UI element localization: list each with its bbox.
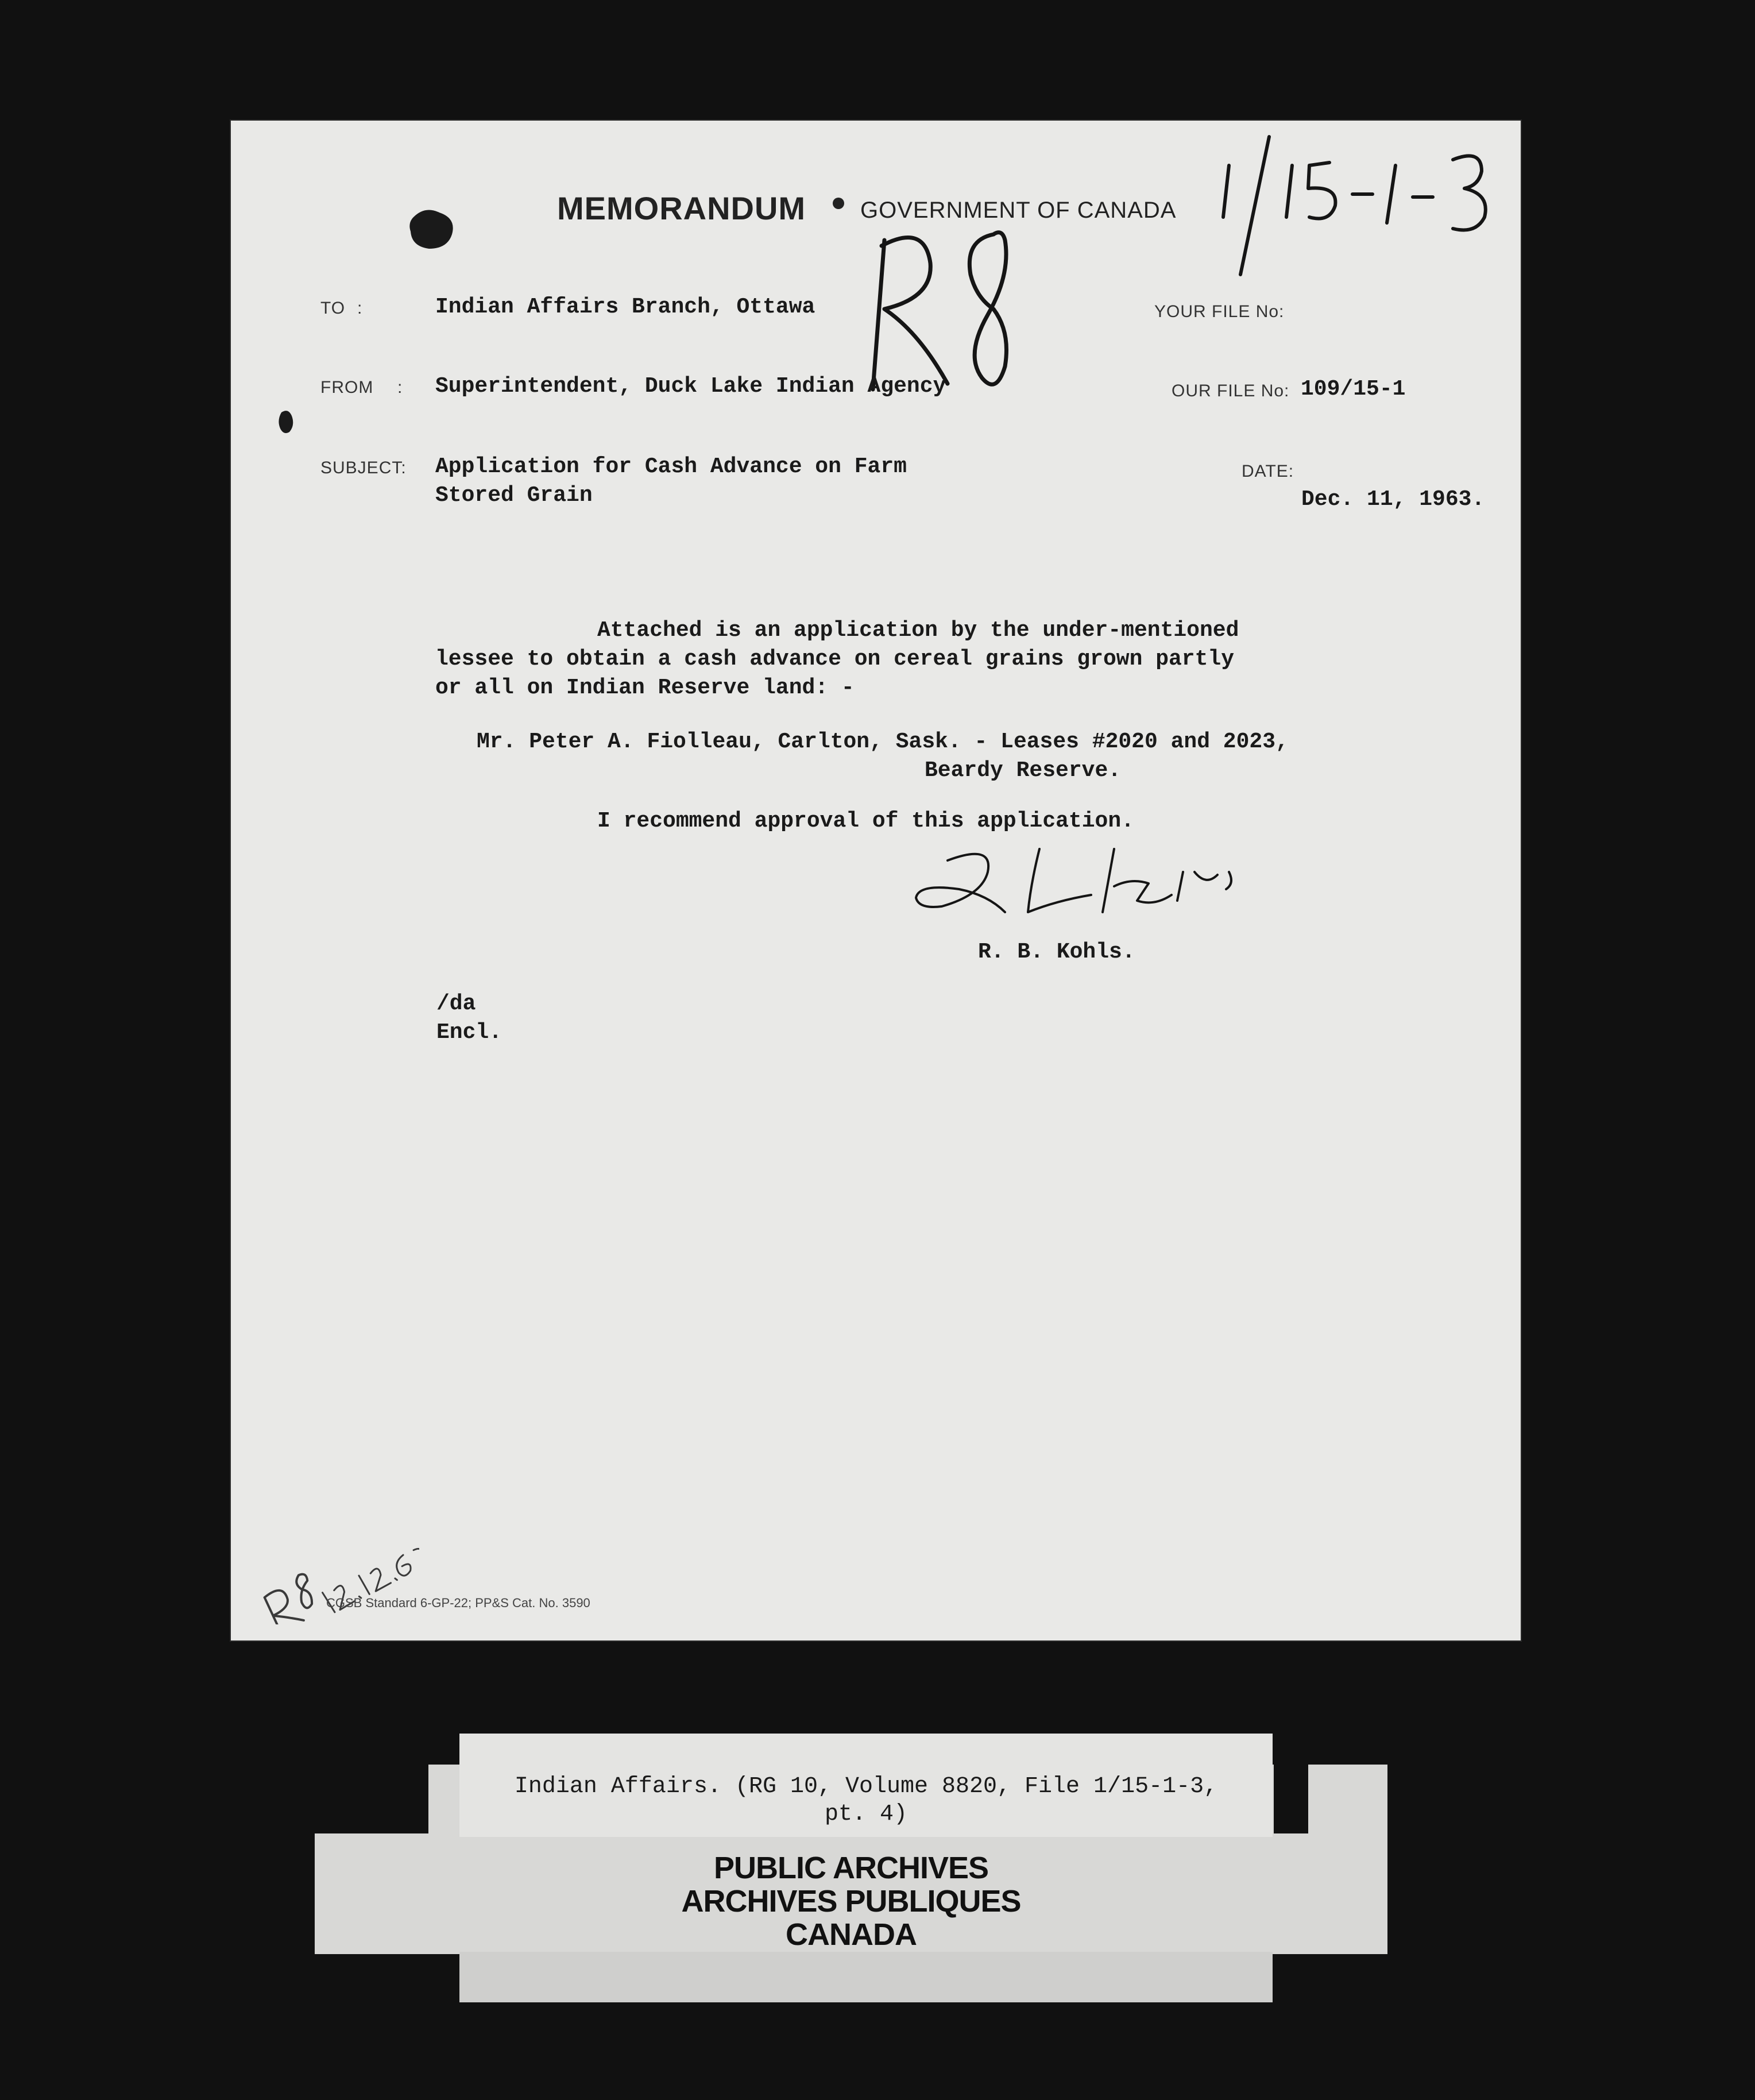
date-label: DATE:: [1242, 462, 1294, 481]
lessee-line-1: Mr. Peter A. Fiolleau, Carlton, Sask. - Leases #2020 and 2023,: [477, 729, 1289, 754]
ink-blot-small: [279, 411, 293, 433]
our-file-label: OUR FILE No:: [1172, 381, 1290, 400]
your-file-label: YOUR FILE No:: [1154, 302, 1285, 321]
archives-stamp-line-1: PUBLIC ARCHIVES: [713, 1851, 989, 1885]
body-line-2: lessee to obtain a cash advance on cereal grains grown partly: [435, 647, 1235, 671]
body-line-3: or all on Indian Reserve land: -: [435, 675, 855, 700]
from-value: Superintendent, Duck Lake Indian Agency: [435, 374, 946, 399]
memorandum-page: [230, 119, 1522, 1642]
form-standard-footer: CGSB Standard 6-GP-22; PP&S Cat. No. 3590: [326, 1596, 590, 1610]
label-strip: [459, 1952, 1273, 2002]
citation-line-1: Indian Affairs. (RG 10, Volume 8820, File 1/15-1-3,: [514, 1774, 1218, 1800]
typist-initials: /da: [436, 991, 476, 1016]
from-colon: :: [397, 378, 403, 397]
memo-heading: MEMORANDUM: [557, 190, 806, 226]
enclosure-note: Encl.: [436, 1020, 502, 1045]
from-label: FROM: [320, 378, 374, 397]
signer-name: R. B. Kohls.: [978, 940, 1135, 964]
lessee-line-2: Beardy Reserve.: [925, 758, 1122, 783]
our-file-value: 109/15-1: [1301, 377, 1406, 402]
archives-stamp-line-3: CANADA: [786, 1917, 917, 1952]
label-notch-left: [315, 1765, 428, 1833]
archive-citation-card: [459, 1734, 1273, 1837]
memo-heading-sub: GOVERNMENT OF CANADA: [860, 198, 1177, 223]
label-notch-right: [1274, 1765, 1308, 1833]
subject-line-2: Stored Grain: [435, 483, 593, 508]
recommendation-text: I recommend approval of this application.: [597, 809, 1134, 833]
to-label: TO: [320, 299, 346, 318]
to-value: Indian Affairs Branch, Ottawa: [435, 295, 815, 319]
signature: [907, 832, 1263, 947]
handwritten-file-number: [1206, 131, 1505, 280]
citation-line-2: pt. 4): [824, 1801, 908, 1827]
ink-blot: [409, 210, 453, 249]
subject-line-1: Application for Cash Advance on Farm: [435, 454, 907, 479]
subject-label: SUBJECT:: [320, 458, 407, 477]
to-colon: :: [357, 299, 363, 318]
date-value: Dec. 11, 1963.: [1301, 487, 1485, 512]
body-line-1: Attached is an application by the under-mentioned: [597, 618, 1239, 643]
archives-stamp-line-2: ARCHIVES PUBLIQUES: [681, 1884, 1021, 1918]
heading-bullet: [833, 198, 844, 209]
